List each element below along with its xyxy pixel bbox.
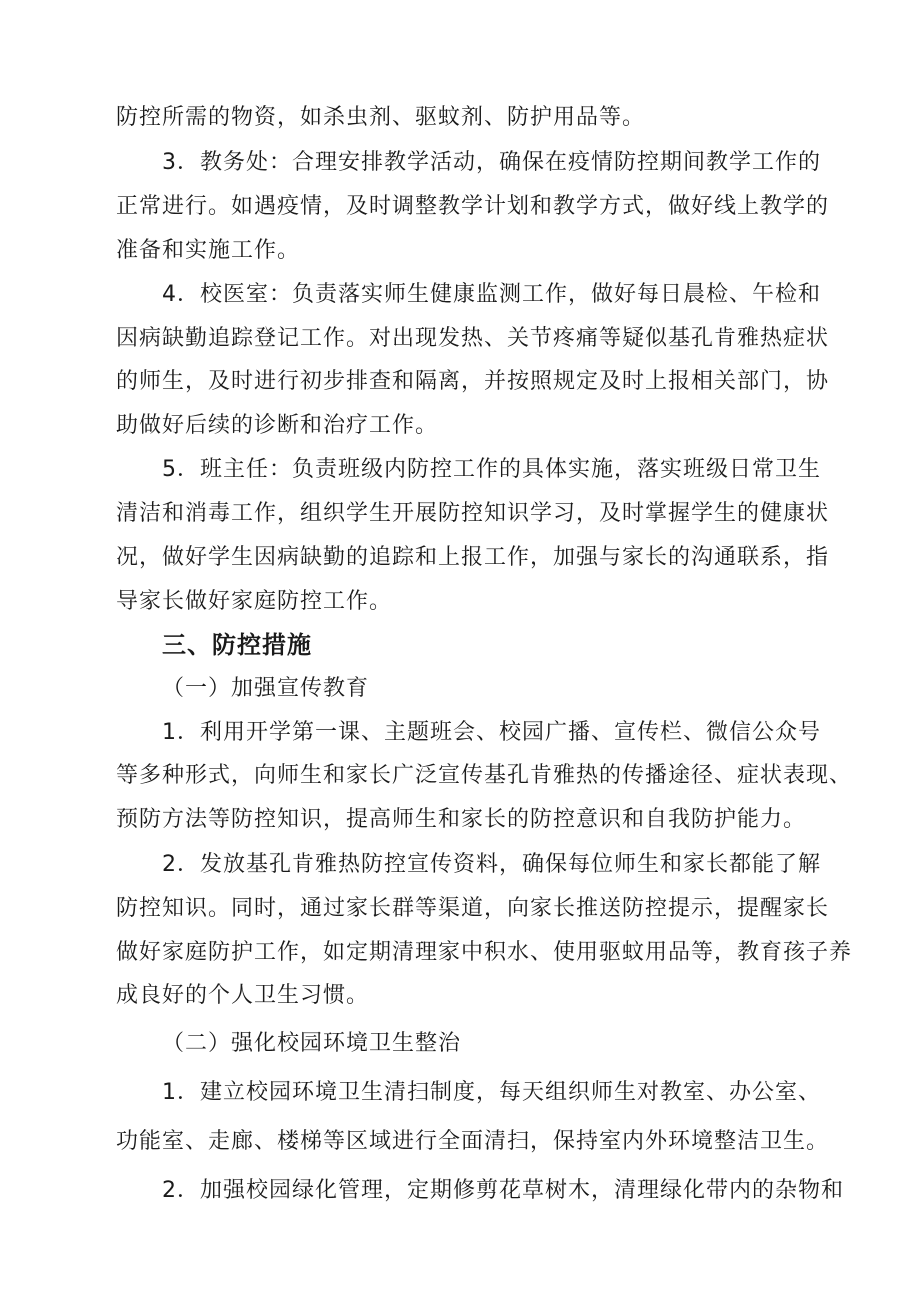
text-line: 成良好的个人卫生习惯。	[116, 983, 370, 1008]
text-line: 3．教务处：合理安排教学活动，确保在疫情防控期间教学工作的	[162, 150, 821, 175]
subsection-heading: （一）加强宣传教育	[162, 676, 370, 701]
text-line: 导家长做好家庭防控工作。	[116, 589, 393, 614]
text-line: 2．发放基孔肯雅热防控宣传资料，确保每位师生和家长都能了解	[162, 852, 821, 877]
section-heading: 三、防控措施	[162, 631, 312, 659]
text-line: 预防方法等防控知识，提高师生和家长的防控意识和自我防护能力。	[116, 807, 807, 832]
subsection-heading: （二）强化校园环境卫生整治	[162, 1031, 462, 1056]
text-line: 况，做好学生因病缺勤的追踪和上报工作，加强与家长的沟通联系，指	[116, 545, 830, 570]
text-line: 助做好后续的诊断和治疗工作。	[116, 413, 439, 438]
text-line: 的师生，及时进行初步排查和隔离，并按照规定及时上报相关部门，协	[116, 369, 830, 394]
text-line: 准备和实施工作。	[116, 238, 301, 263]
text-line: 等多种形式，向师生和家长广泛宣传基孔肯雅热的传播途径、症状表现、	[116, 763, 853, 788]
text-line: 清洁和消毒工作，组织学生开展防控知识学习，及时掌握学生的健康状	[116, 501, 830, 526]
text-line: 防控所需的物资，如杀虫剂、驱蚊剂、防护用品等。	[116, 105, 646, 130]
text-line: 因病缺勤追踪登记工作。对出现发热、关节疼痛等疑似基孔肯雅热症状	[116, 326, 830, 351]
text-line: 4．校医室：负责落实师生健康监测工作，做好每日晨检、午检和	[162, 282, 821, 307]
text-line: 1．建立校园环境卫生清扫制度，每天组织师生对教室、办公室、	[162, 1080, 821, 1105]
text-line: 做好家庭防护工作，如定期清理家中积水、使用驱蚊用品等，教育孩子养	[116, 940, 853, 965]
text-line: 2．加强校园绿化管理，定期修剪花草树木，清理绿化带内的杂物和	[162, 1178, 844, 1203]
text-line: 防控知识。同时，通过家长群等渠道，向家长推送防控提示，提醒家长	[116, 896, 830, 921]
text-line: 1．利用开学第一课、主题班会、校园广播、宣传栏、微信公众号	[162, 720, 821, 745]
text-line: 正常进行。如遇疫情，及时调整教学计划和教学方式，做好线上教学的	[116, 194, 830, 219]
text-line: 功能室、走廊、楼梯等区域进行全面清扫，保持室内外环境整洁卫生。	[116, 1129, 830, 1154]
text-line: 5．班主任：负责班级内防控工作的具体实施，落实班级日常卫生	[162, 457, 821, 482]
